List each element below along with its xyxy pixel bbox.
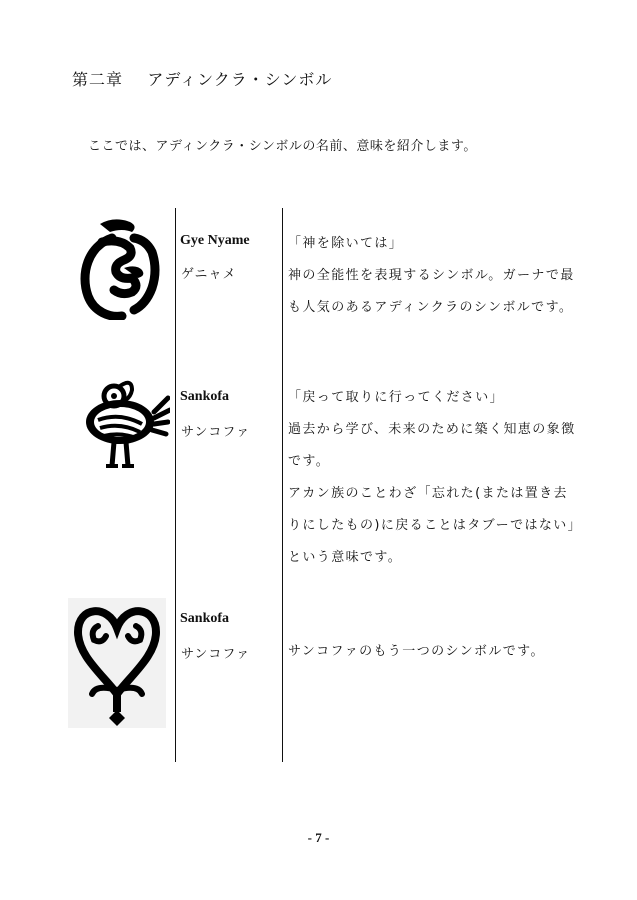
symbol-description-line: アカン族のことわざ「忘れた(または置き去りにしたもの)に戻ることはタブーではない」という意味です。 bbox=[288, 486, 576, 565]
symbol-name: Sankofa bbox=[180, 389, 230, 404]
symbol-description-line: 過去から学び、未来のために築く知恵の象徴です。 bbox=[288, 422, 576, 469]
chapter-name: アディンクラ・シンボル bbox=[147, 70, 333, 89]
symbol-description bbox=[288, 382, 578, 574]
symbol-kana: サンコファ bbox=[181, 425, 251, 440]
symbol-description-line: 神の全能性を表現するシンボル。ガーナで最も人気のあるアディンクラのシンボルです。 bbox=[288, 268, 575, 315]
symbol-name: Gye Nyame bbox=[180, 233, 250, 248]
intro-text: ここでは、アディンクラ・シンボルの名前、意味を紹介します。 bbox=[88, 139, 477, 154]
table-divider-left bbox=[175, 208, 176, 762]
page-number: - 7 - bbox=[307, 830, 330, 845]
symbol-quote: 「神を除いては」 bbox=[288, 236, 404, 251]
gye-nyame-symbol-icon bbox=[74, 212, 166, 320]
sankofa-heart-symbol-icon bbox=[68, 598, 166, 728]
symbol-quote: 「戻って取りに行ってください」 bbox=[288, 390, 505, 405]
symbol-description-line: サンコファのもう一つのシンボルです。 bbox=[288, 644, 545, 659]
table-divider-right bbox=[282, 208, 283, 762]
symbol-description bbox=[288, 636, 578, 668]
symbol-name: Sankofa bbox=[180, 611, 230, 626]
symbol-kana: ゲニャメ bbox=[181, 267, 237, 282]
sankofa-bird-symbol-icon bbox=[74, 376, 170, 472]
chapter-number: 第二章 bbox=[72, 70, 124, 89]
chapter-title bbox=[72, 67, 332, 90]
symbol-kana: サンコファ bbox=[181, 647, 251, 662]
symbol-description bbox=[288, 228, 578, 324]
